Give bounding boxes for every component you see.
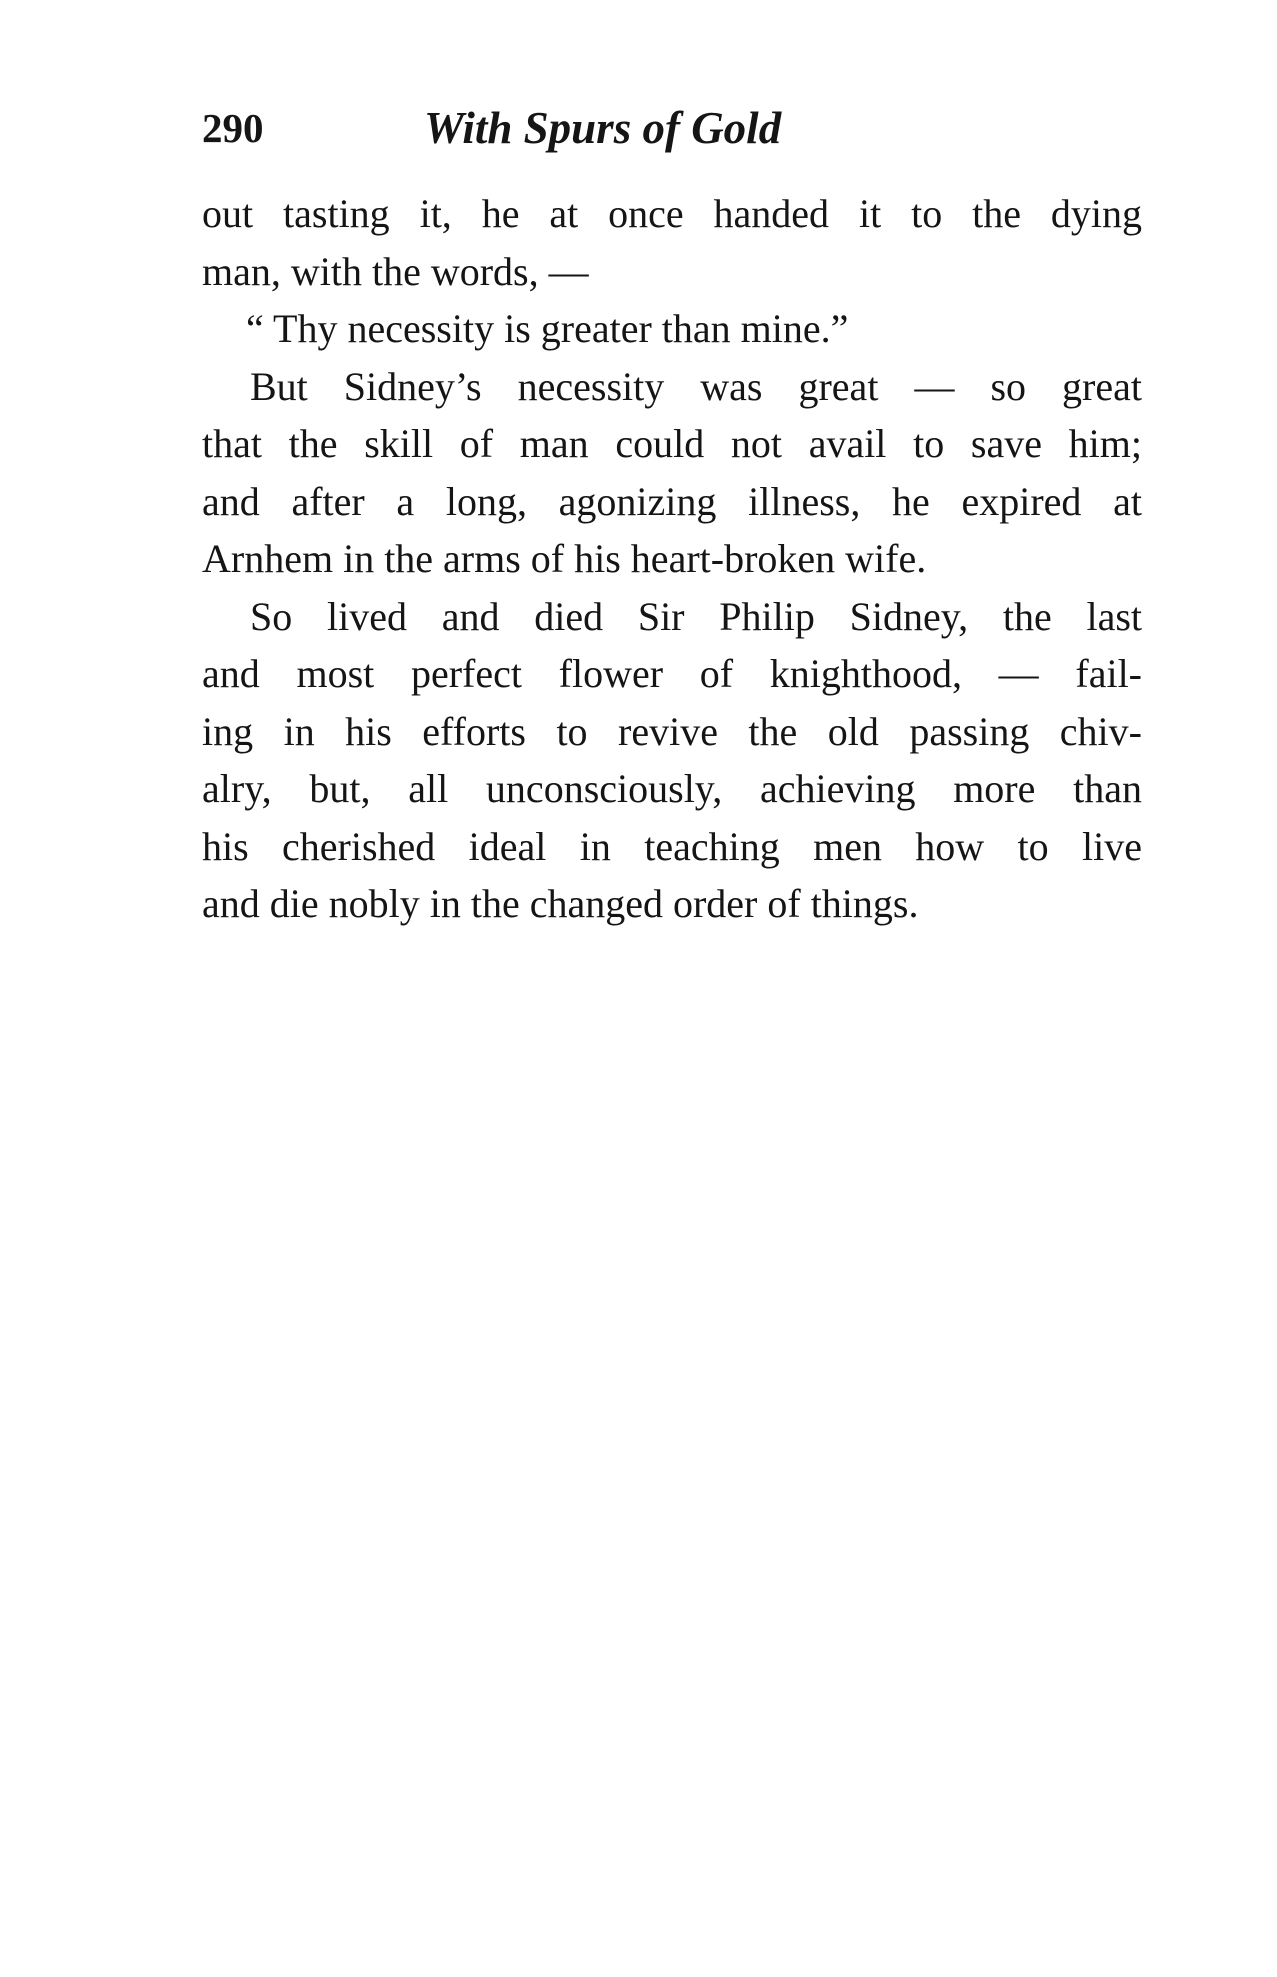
- text-line: and most perfect flower of knighthood, — fail-: [202, 651, 1142, 696]
- text-line: his cherished ideal in teaching men how to live: [202, 823, 1142, 869]
- page-number: 290: [202, 105, 264, 151]
- body-text: [202, 185, 1142, 933]
- text-line: that the skill of man could not avail to save him;: [202, 421, 1142, 466]
- text-line: and after a long, agonizing illness, he expired at: [202, 478, 1142, 524]
- paragraph-first-line: So lived and died Sir Philip Sidney, the last: [250, 593, 1142, 639]
- book-title: With Spurs of Gold: [424, 103, 782, 153]
- running-head: [202, 98, 1142, 158]
- text-line: and die nobly in the changed order of things.: [202, 881, 919, 926]
- text-line: out tasting it, he at once handed it to the dying: [202, 191, 1142, 236]
- paragraph-first-line: But Sidney’s necessity was great — so great: [250, 363, 1142, 409]
- text-line: man, with the words, —: [202, 248, 589, 294]
- text-line: ing in his efforts to revive the old passing chiv-: [202, 708, 1142, 754]
- quoted-line: “ Thy necessity is greater than mine.”: [246, 306, 849, 351]
- text-line: Arnhem in the arms of his heart-broken wife.: [202, 536, 927, 581]
- text-line: alry, but, all unconsciously, achieving more than: [202, 766, 1142, 811]
